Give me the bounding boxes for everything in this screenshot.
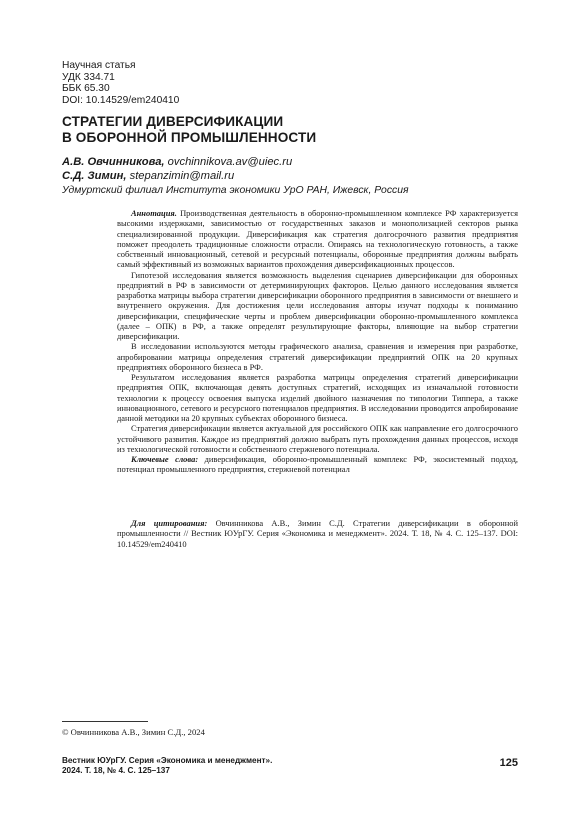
author-2-email[interactable]: stepanzimin@mail.ru bbox=[129, 169, 235, 182]
keywords-label: Ключевые слова: bbox=[131, 454, 199, 464]
article-meta bbox=[62, 60, 179, 106]
abstract-paragraph-5: Стратегия диверсификации является актуальной для российского ОПК как направление его долгосрочного устойчивого развития. Каждое из предприятий должно выбрать путь прохождения данных процессов, исходя из технологической готовности и собственного стержневого потенциала. bbox=[117, 423, 518, 454]
authors-block bbox=[62, 156, 409, 198]
abstract-label: Аннотация. bbox=[131, 208, 177, 218]
citation-block bbox=[117, 518, 518, 549]
author-2-name: С.Д. Зимин, bbox=[62, 169, 127, 182]
abstract-text-1: Производственная деятельность в оборонно-промышленном комплексе РФ характеризуется высокими издержками, зависимостью от государственных заказов и монополизацией секторов рынка специализированной продукции. Диверсификация как стратегия долгосрочного развития предприятия поможет преодолеть традиционные сложности отрасли. Опираясь на технологическую готовность, а также собственный инновационный, сетевой и ресурсный потенциалы, оборонные предприятия должны выбрать самый эффективный из возможных вариантов прохождения диверсификационных процессов. bbox=[117, 208, 519, 270]
page-number: 125 bbox=[499, 757, 518, 769]
journal-reference bbox=[62, 756, 272, 777]
keywords-text: диверсификация, оборонно-промышленный комплекс РФ, экосистемный подход, потенциал промышленного предприятия, стержневой потенциал bbox=[117, 454, 518, 475]
keywords-paragraph bbox=[117, 454, 518, 475]
author-1 bbox=[62, 156, 409, 170]
author-2 bbox=[62, 170, 409, 184]
article-title bbox=[62, 114, 316, 146]
journal-line-2: 2024. Т. 18, № 4. С. 125–137 bbox=[62, 766, 170, 776]
abstract-paragraph-4: Результатом исследования является разработка матрицы определения стратегий диверсификации предприятия ОПК, включающая девять доступных стратегий, исходящих из изначальной готовности технологии к процессу освоения выпуска изделий двойного назначения по типологии Типпера, а также инновационного, сетевого и ресурсного потенциалов предприятия. В исследовании проводится апробирование данной методики на 20 крупных субъектах оборонного бизнеса. bbox=[117, 372, 518, 423]
footnote-divider bbox=[62, 721, 148, 722]
author-1-name: А.В. Овчинникова, bbox=[62, 156, 165, 168]
abstract-paragraph-2: Гипотезой исследования является возможность выделения сценариев диверсификации для оборонных предприятий в РФ в зависимости от детерминирующих факторов. Целью данного исследования является разработка матрицы выбора стратегии диверсификации оборонного предприятия в зависимости от внешнего и внутреннего окружения. Для достижения цели исследования авторы изучат подходы к пониманию диверсификации, специфические черты и проблем диверсификации оборонно-промышленного комплекса (далее – ОПК) в РФ, а также определят результирующие факторы, влияющие на выбор стратегии диверсификации. bbox=[117, 269, 518, 341]
author-1-email[interactable]: ovchinnikova.av@uiec.ru bbox=[167, 156, 293, 168]
udc-code: УДК 334.71 bbox=[62, 71, 115, 83]
bbk-code: ББК 65.30 bbox=[62, 83, 110, 95]
copyright-notice: © Овчинникова А.В., Зимин С.Д., 2024 bbox=[62, 727, 205, 737]
abstract-paragraph-3: В исследовании используются методы графического анализа, сравнения и измерения при разработке, апробировании матрицы определения стратегий диверсификации предприятий ОПК на 20 крупных предприятиях оборонного бизнеса в РФ. bbox=[117, 341, 518, 372]
citation-label: Для цитирования: bbox=[131, 518, 208, 528]
title-line-2: В ОБОРОННОЙ ПРОМЫШЛЕННОСТИ bbox=[62, 130, 317, 145]
citation-paragraph bbox=[117, 518, 518, 549]
journal-line-1: Вестник ЮУрГУ. Серия «Экономика и менеджмент». bbox=[62, 756, 273, 765]
article-type: Научная статья bbox=[62, 60, 136, 71]
title-line-1: СТРАТЕГИИ ДИВЕРСИФИКАЦИИ bbox=[62, 114, 284, 129]
abstract bbox=[117, 208, 518, 475]
abstract-paragraph-1 bbox=[117, 208, 518, 270]
affiliation: Удмуртский филиал Института экономики УрО РАН, Ижевск, Россия bbox=[62, 185, 409, 197]
citation-text: Овчинникова А.В., Зимин С.Д. Стратегии диверсификации в оборонной промышленности // Вестник ЮУрГУ. Серия «Экономика и менеджмент». 2024. Т. 18, № 4. С. 125–137. DOI: 10.14529/em240410 bbox=[117, 518, 519, 549]
doi: DOI: 10.14529/em240410 bbox=[62, 94, 180, 106]
